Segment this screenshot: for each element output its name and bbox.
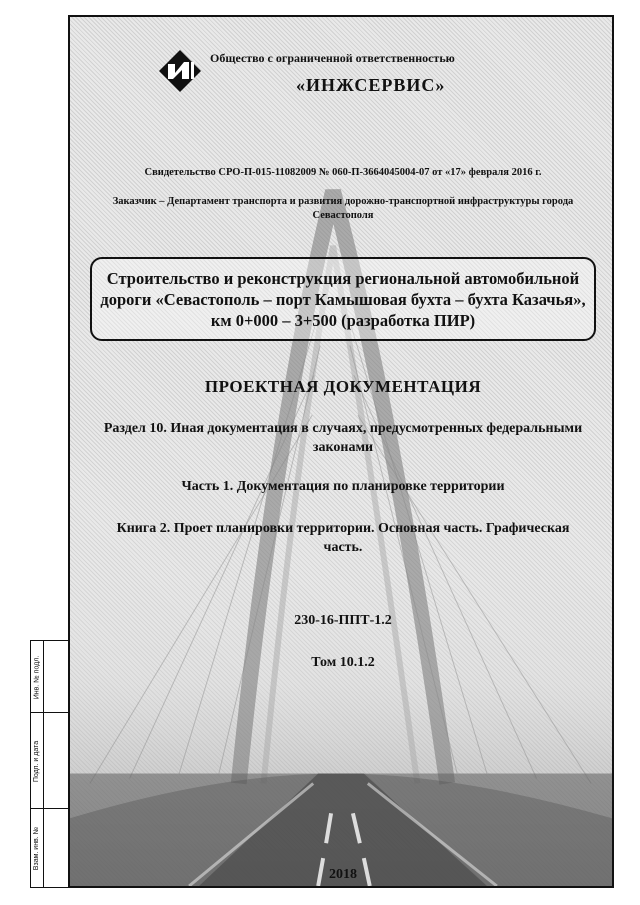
document-type: ПРОЕКТНАЯ ДОКУМЕНТАЦИЯ <box>204 377 482 396</box>
approval-stamp <box>30 640 70 888</box>
section-title: Раздел 10. Иная документация в случаях, предусмотренных федеральными законами <box>103 421 583 455</box>
client-line: Заказчик – Департамент транспорта и развития дорожно-транспортной инфраструктуры города Севастополя <box>112 196 574 221</box>
part-title: Часть 1. Документация по планировке территории <box>181 479 505 494</box>
company-header <box>158 47 538 103</box>
stamp-label-podp: Подп. и дата <box>33 740 41 782</box>
project-title-box <box>90 257 596 341</box>
sro-certificate: Свидетельство СРО-П-015-11082009 № 060-П-3664045004-07 от «17» февраля 2016 г. <box>144 167 542 178</box>
volume-number: Том 10.1.2 <box>311 655 375 670</box>
year: 2018 <box>329 867 357 882</box>
stamp-label-inv: Взам. инв. № <box>33 826 41 870</box>
org-legal-form: Общество с ограниченной ответственностью <box>210 51 455 65</box>
book-title: Книга 2. Проет планировки территории. Основная часть. Графическая часть. <box>116 521 570 555</box>
title-page <box>68 15 614 888</box>
org-name: «ИНЖСЕРВИС» <box>296 75 446 95</box>
project-title: Строительство и реконструкция региональной автомобильной дороги «Севастополь – порт Камышовая бухта – бухта Казачья», км 0+000 – 3+500 (разработка ПИР) <box>100 268 586 330</box>
inzhservis-logo-icon <box>158 49 202 93</box>
stamp-label-vzam: Инв. № подл. <box>33 655 41 699</box>
document-code: 230-16-ППТ-1.2 <box>294 613 392 628</box>
